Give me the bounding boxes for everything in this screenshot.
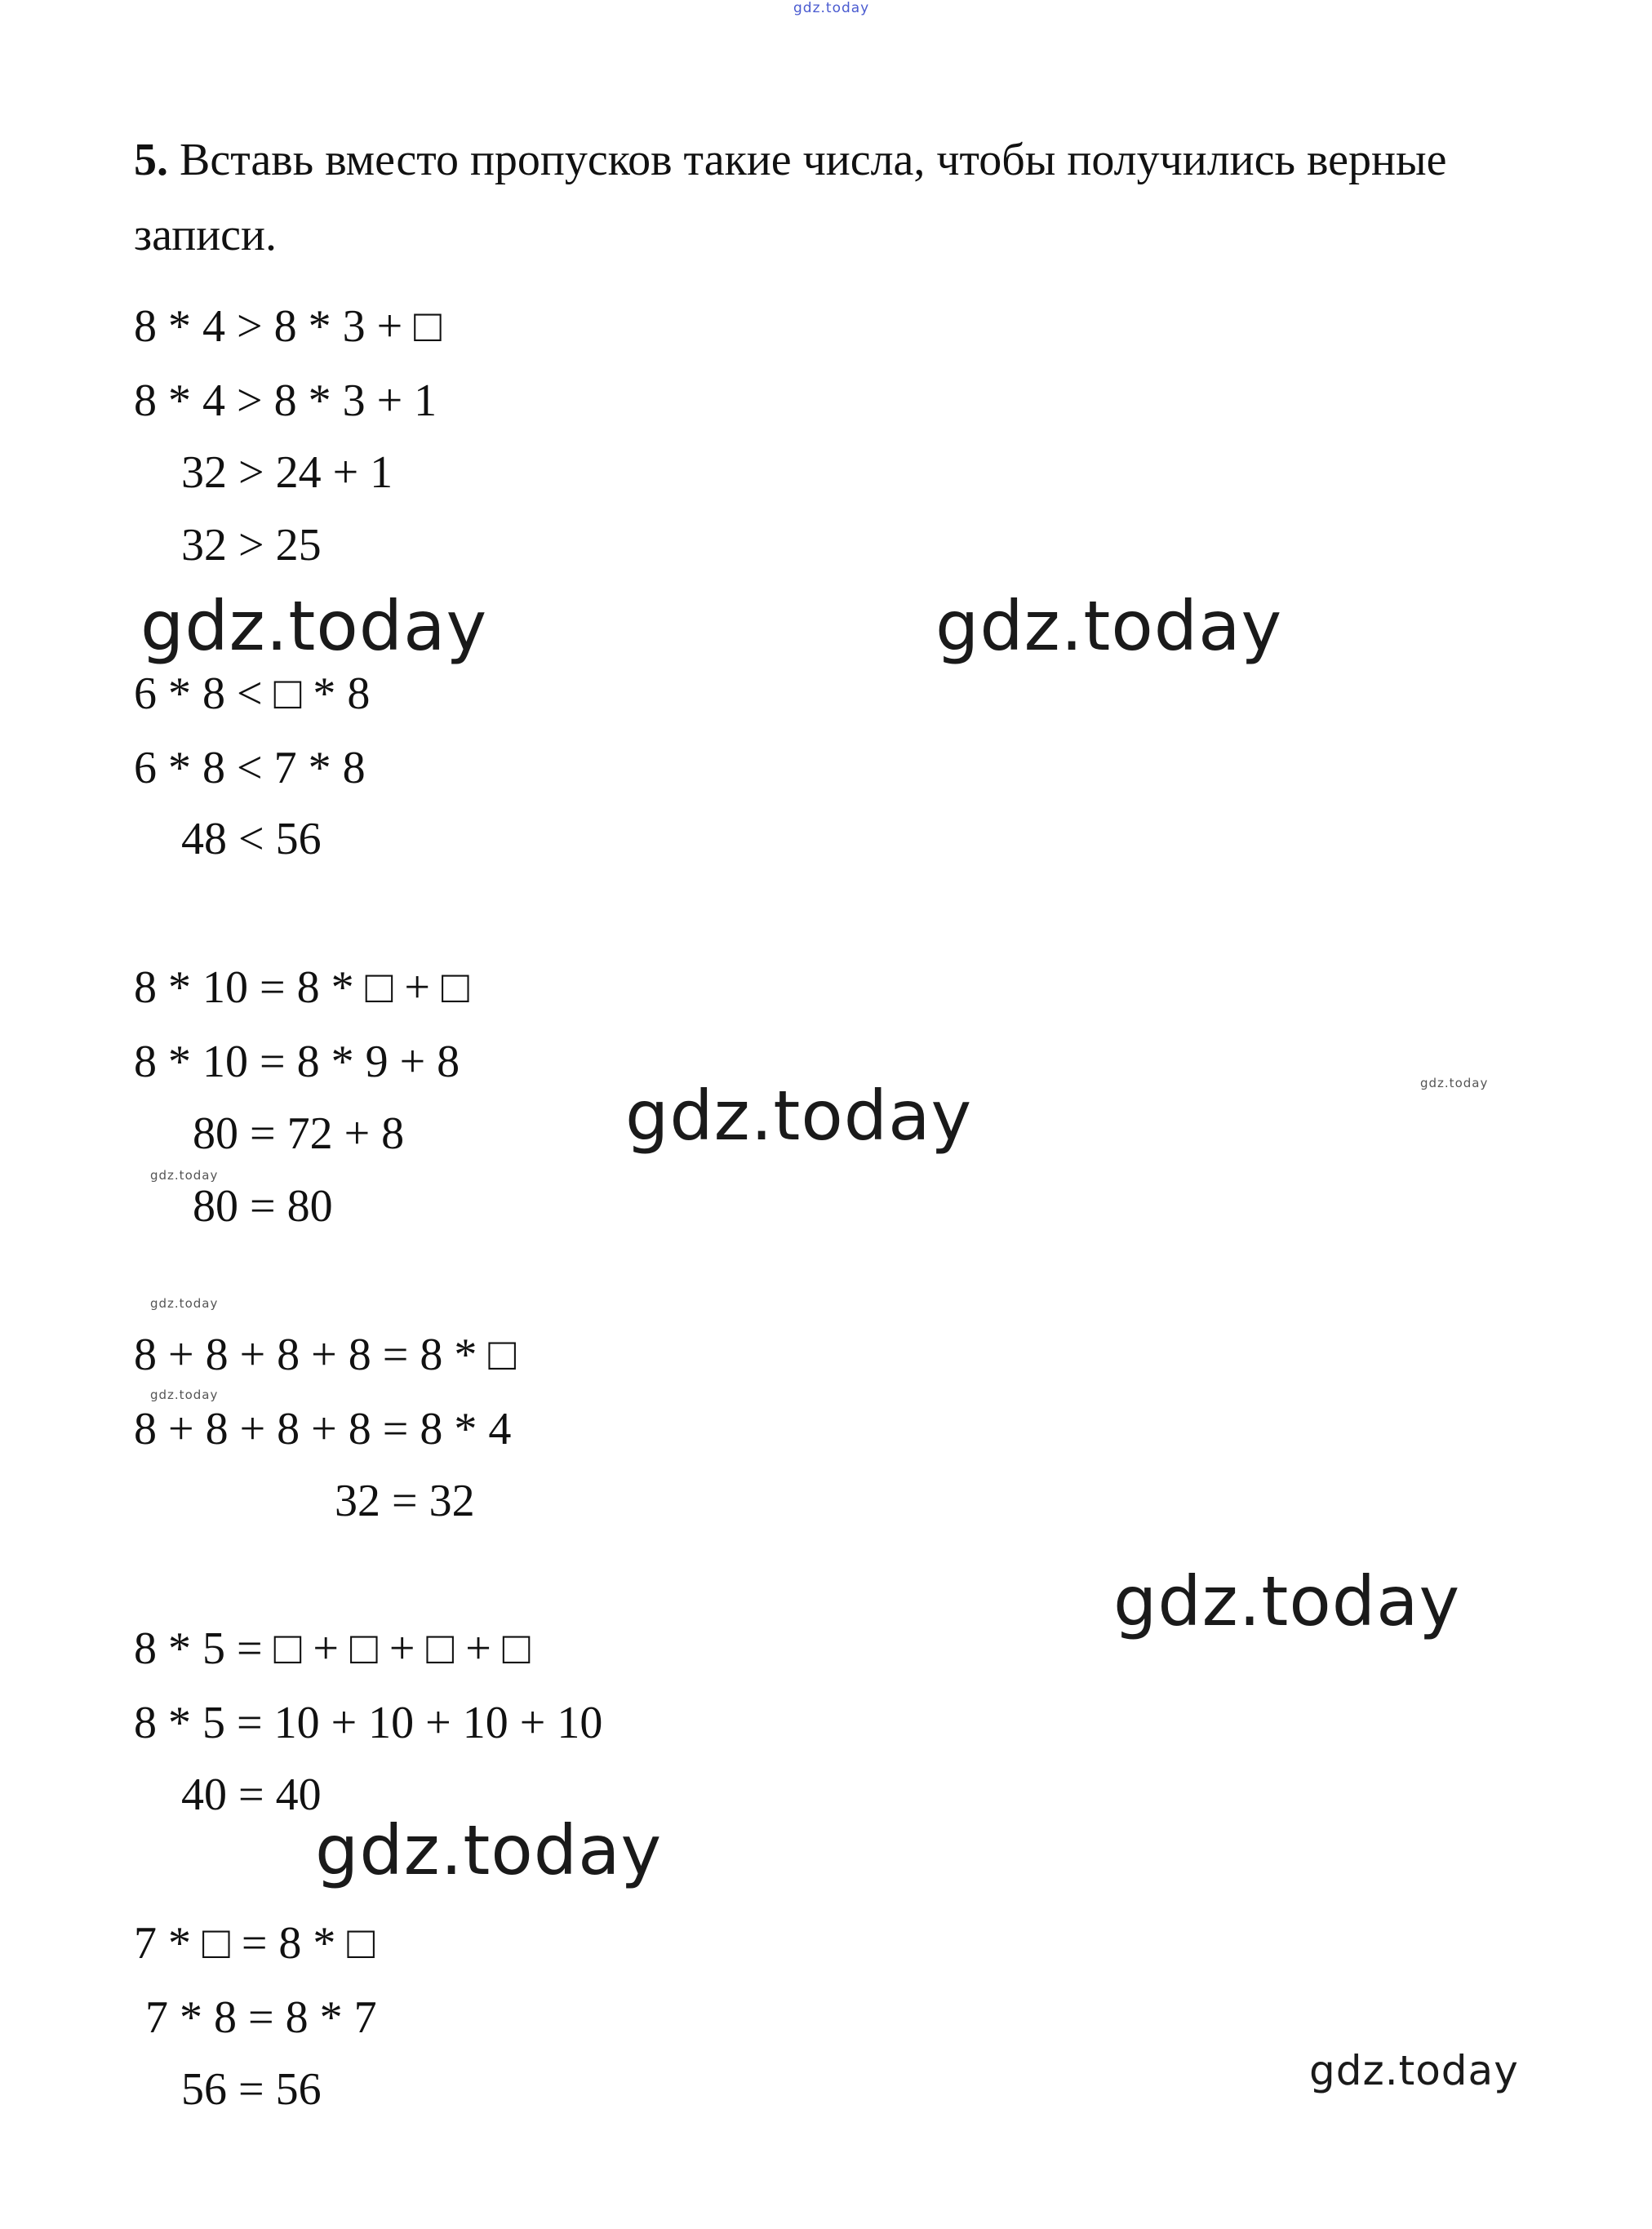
answer-3: 8 * 10 = 8 * 9 + 8	[134, 1037, 460, 1087]
watermark-small: gdz.today	[1420, 1076, 1489, 1090]
step-6-1: 56 = 56	[181, 2064, 322, 2115]
watermark-large: gdz.today	[1113, 1561, 1461, 1641]
watermark-small: gdz.today	[150, 1388, 219, 1402]
watermark-small: gdz.today	[150, 1168, 219, 1183]
problem-2: 6 * 8 < □ * 8	[134, 668, 371, 719]
watermark-large: gdz.today	[625, 1076, 973, 1156]
header-watermark: gdz.today	[793, 0, 870, 16]
answer-6: 7 * 8 = 8 * 7	[145, 1992, 377, 2043]
step-3-1: 80 = 72 + 8	[193, 1108, 405, 1159]
problem-4: 8 + 8 + 8 + 8 = 8 * □	[134, 1330, 517, 1380]
step-1-2: 32 > 25	[181, 520, 322, 571]
step-5-1: 40 = 40	[181, 1769, 322, 1820]
answer-1: 8 * 4 > 8 * 3 + 1	[134, 375, 437, 426]
answer-2: 6 * 8 < 7 * 8	[134, 743, 366, 793]
problem-1: 8 * 4 > 8 * 3 + □	[134, 301, 442, 352]
task-text: Вставь вместо пропусков такие числа, чтобы получились верные записи.	[134, 135, 1447, 260]
watermark-large: gdz.today	[140, 586, 488, 666]
task-number: 5.	[134, 135, 168, 185]
problem-6: 7 * □ = 8 * □	[134, 1918, 375, 1969]
task-heading	[134, 122, 1538, 273]
problem-5: 8 * 5 = □ + □ + □ + □	[134, 1623, 531, 1674]
watermark-large: gdz.today	[935, 586, 1283, 666]
step-3-2: 80 = 80	[193, 1181, 333, 1232]
step-4-1: 32 = 32	[335, 1476, 475, 1526]
watermark-large: gdz.today	[315, 1810, 663, 1890]
watermark-medium: gdz.today	[1309, 2047, 1519, 2094]
answer-4: 8 + 8 + 8 + 8 = 8 * 4	[134, 1404, 512, 1454]
problem-3: 8 * 10 = 8 * □ + □	[134, 962, 469, 1013]
answer-5: 8 * 5 = 10 + 10 + 10 + 10	[134, 1698, 603, 1748]
step-2-1: 48 < 56	[181, 814, 322, 864]
step-1-1: 32 > 24 + 1	[181, 447, 393, 498]
watermark-small: gdz.today	[150, 1296, 219, 1311]
